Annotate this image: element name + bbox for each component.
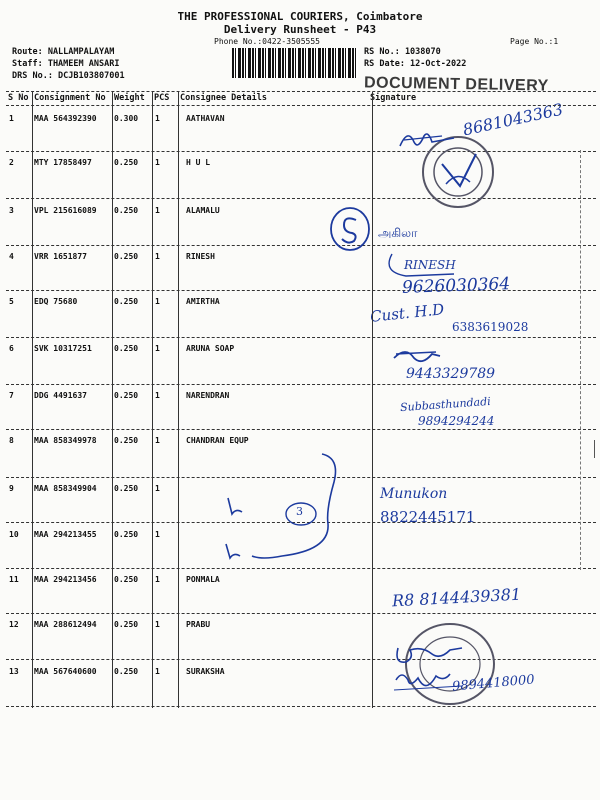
rs-date: RS Date: 12-Oct-2022 [364,59,467,69]
cell-weight: 0.250 [114,158,139,167]
runsheet-title: Delivery Runsheet - P43 [223,23,377,36]
rs-number: RS No.: 1038070 [364,47,441,57]
cell-pcs: 1 [155,436,160,445]
company-title: THE PROFESSIONAL COURIERS, Coimbatore [177,10,423,23]
route-label: Route: NALLAMPALAYAM [12,47,115,57]
handwritten-phone-row-13: 9894418000 [451,672,536,695]
cell-sno: 3 [9,206,14,215]
cell-consignee: PONMALA [186,575,220,584]
cell-sno: 8 [9,436,14,445]
column-rule [178,92,179,708]
row-separator [6,151,596,152]
cell-pcs: 1 [155,344,160,353]
handwritten-name-row-9: Munukon [380,486,448,502]
handwritten-phone-row-5: 6383619028 [452,320,529,334]
header-col-pcs: PCS [154,93,170,103]
row-separator [6,384,596,385]
cell-consignment: VRR 1651877 [34,252,87,261]
cell-sno: 6 [9,344,14,353]
cell-consignee: ALAMALU [186,206,220,215]
signature-row-6 [392,346,442,368]
header-col-consignment: Consignment No [34,93,106,103]
handwritten-number-row-9: 3 [296,505,303,518]
page-number: Page No.:1 [510,37,559,46]
cell-consignment: MAA 294213455 [34,530,97,539]
cell-weight: 0.250 [114,667,139,676]
cell-consignee: RINESH [186,252,215,261]
margin-line [580,150,583,570]
header-col-sno: S No [8,93,29,103]
cell-pcs: 1 [155,484,160,493]
row-separator [6,706,596,707]
cell-weight: 0.250 [114,344,139,353]
cell-weight: 0.250 [114,252,139,261]
signature-column-rule [372,92,373,708]
cell-sno: 1 [9,114,14,123]
handwritten-phone-row-9: 8822445171 [380,508,476,526]
column-rule [152,92,153,708]
cell-weight: 0.250 [114,620,139,629]
cell-pcs: 1 [155,575,160,584]
cell-consignee: PRABU [186,620,211,629]
document-delivery-stamp: DOCUMENT DELIVERY [363,74,549,95]
cell-consignment: MAA 564392390 [34,114,97,123]
cell-sno: 4 [9,252,14,261]
handwritten-phone-row-6: 9443329789 [406,366,496,382]
handwritten-phone-row-4: 9626030364 [401,274,511,298]
row-separator [6,659,596,660]
cell-pcs: 1 [155,297,160,306]
cell-sno: 11 [9,575,19,584]
cell-weight: 0.300 [114,114,139,123]
cell-pcs: 1 [155,620,160,629]
cell-consignee: H U L [186,158,211,167]
handwritten-name-row-7: Subbasthundadi [399,394,492,415]
cell-weight: 0.250 [114,391,139,400]
cell-weight: 0.250 [114,484,139,493]
cell-sno: 5 [9,297,14,306]
signature-row-1 [398,124,458,154]
table-top-rule [6,91,596,92]
cell-consignment: MAA 858349904 [34,484,97,493]
phone-number: Phone No.:0422-3505555 [214,37,320,46]
cell-pcs: 1 [155,391,160,400]
cell-weight: 0.250 [114,575,139,584]
cell-pcs: 1 [155,252,160,261]
cell-pcs: 1 [155,206,160,215]
cell-consignee: AATHAVAN [186,114,225,123]
column-rule [32,92,33,708]
cell-consignee: SURAKSHA [186,667,225,676]
cell-sno: 10 [9,530,19,539]
handwritten-label-row-5: Cust. H.D [369,300,446,326]
cell-consignment: SVK 10317251 [34,344,92,353]
handwritten-phone-row-7: 9894294244 [418,414,495,428]
cell-weight: 0.250 [114,297,139,306]
cell-consignment: MAA 567640600 [34,667,97,676]
row-separator [6,337,596,338]
cell-consignment: VPL 215616089 [34,206,97,215]
cell-sno: 9 [9,484,14,493]
circled-s-mark [328,205,372,253]
cell-consignee: ARUNA SOAP [186,344,235,353]
row-separator [6,429,596,430]
cell-sno: 13 [9,667,19,676]
table-header-rule [6,105,596,106]
column-rule [112,92,113,708]
cell-consignment: DDG 4491637 [34,391,87,400]
row-separator [6,613,596,614]
handwritten-text-row-11: R8 8144439381 [391,584,522,611]
cell-consignment: MTY 17858497 [34,158,92,167]
cell-consignment: EDQ 75680 [34,297,78,306]
cell-consignment: MAA 294213456 [34,575,97,584]
row-separator [6,198,596,199]
cell-sno: 2 [9,158,14,167]
cell-pcs: 1 [155,667,160,676]
cell-consignee: NARENDRAN [186,391,230,400]
cell-weight: 0.250 [114,530,139,539]
handwritten-name-row-3: அகிலா [378,226,418,240]
barcode [232,48,358,78]
header-col-signature: Signature [370,93,417,103]
cell-consignment: MAA 858349978 [34,436,97,445]
cell-weight: 0.250 [114,436,139,445]
cell-sno: 7 [9,391,14,400]
row-separator [6,245,596,246]
cell-weight: 0.250 [114,206,139,215]
cell-pcs: 1 [155,530,160,539]
drs-number: DRS No.: DCJB103807001 [12,71,125,81]
header-col-weight: Weight [114,93,145,103]
cell-consignee: CHANDRAN EQUP [186,436,249,445]
handwritten-phone-row-1: 8681043363 [461,99,565,140]
bracket-mark-rows-9-10 [222,452,342,572]
cell-pcs: 1 [155,158,160,167]
cell-sno: 12 [9,620,19,629]
cell-pcs: 1 [155,114,160,123]
handwritten-name-row-4: RINESH [404,258,456,272]
staff-label: Staff: THAMEEM ANSARI [12,59,120,69]
edge-mark [594,440,595,458]
header-col-consignee: Consignee Details [180,93,267,103]
cell-consignment: MAA 288612494 [34,620,97,629]
cell-consignee: AMIRTHA [186,297,220,306]
